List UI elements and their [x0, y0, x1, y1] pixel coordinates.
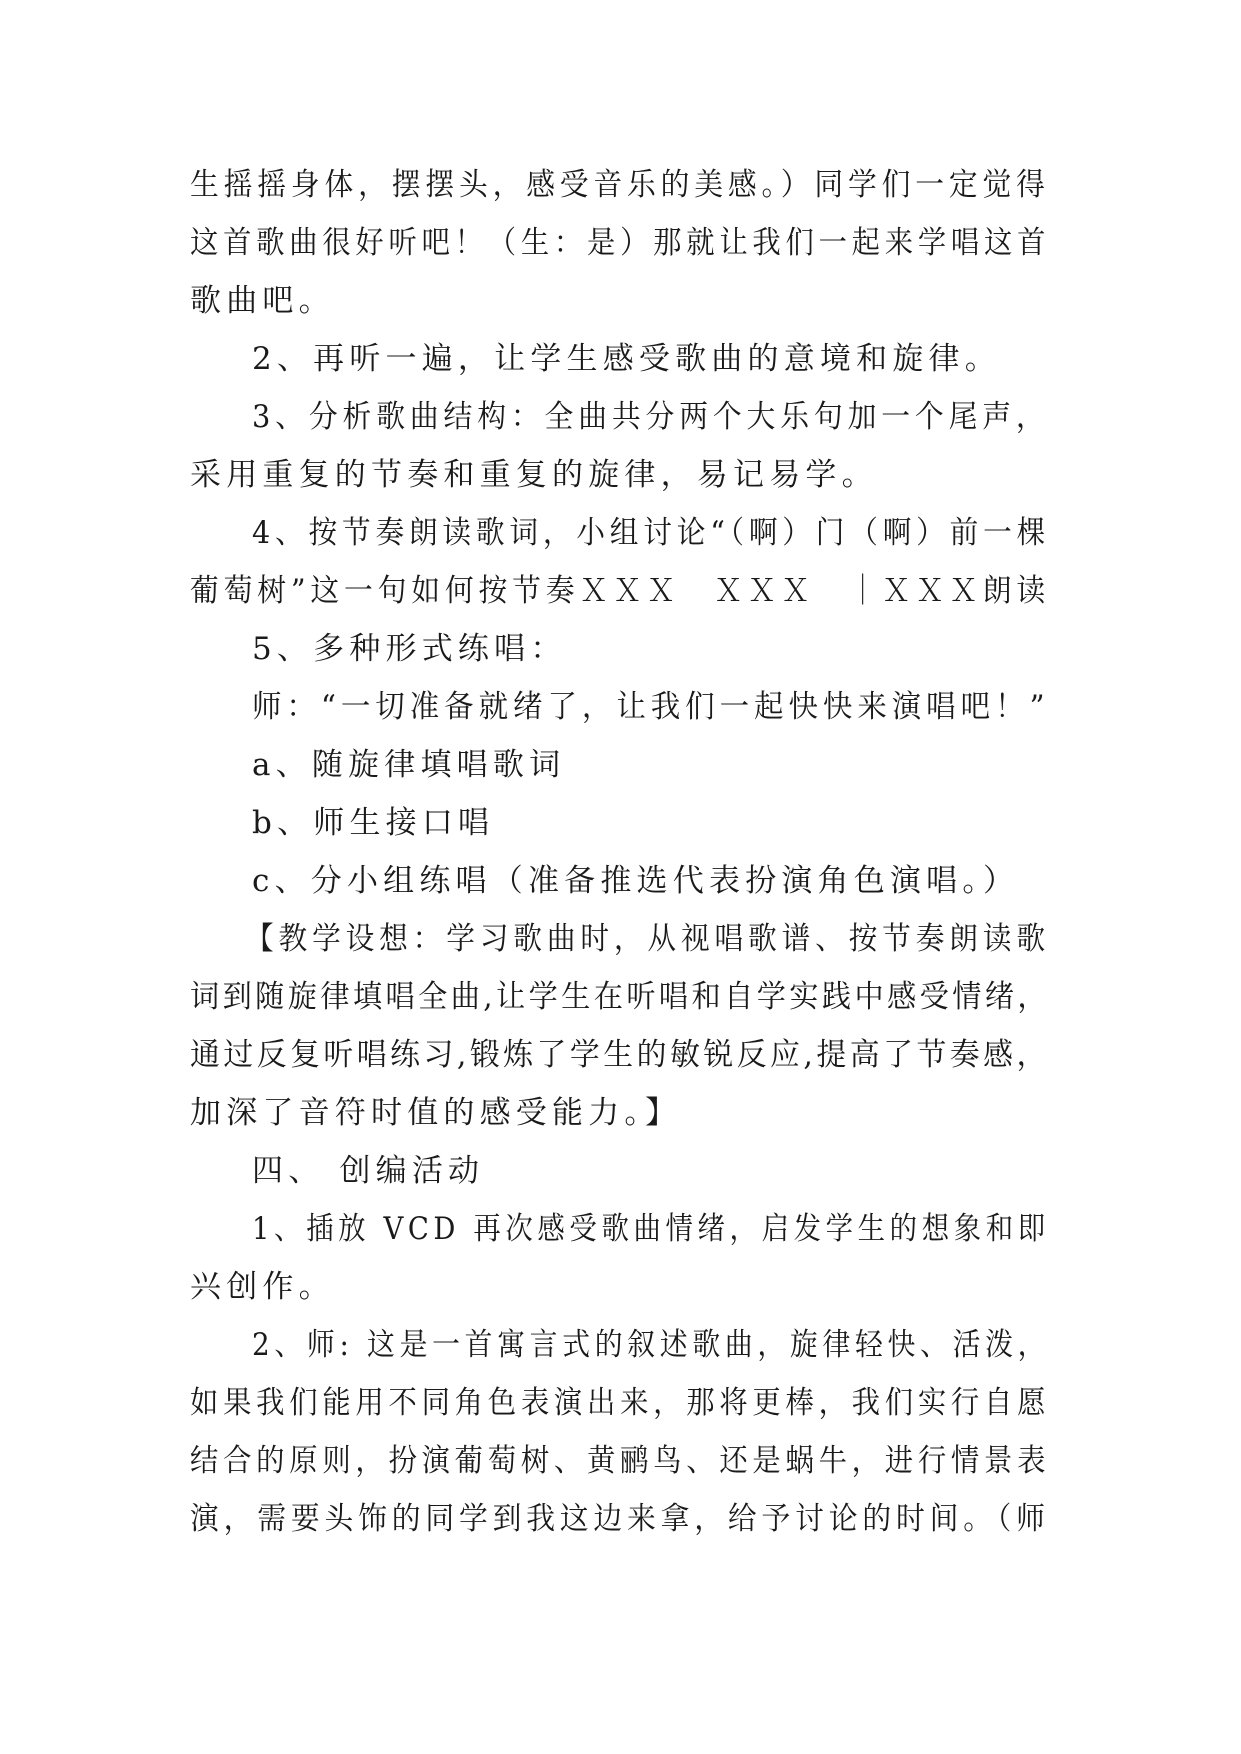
text-line: 结合的原则，扮演葡萄树、黄鹂鸟、还是蜗牛，进行情景表: [190, 1443, 1051, 1479]
text-line: 1、插放 VCD 再次感受歌曲情绪，启发学生的想象和即: [252, 1211, 1050, 1247]
text-line: 葡萄树”这一句如何按节奏ＸＸＸ ＸＸＸ ｜ＸＸＸ朗读: [190, 573, 1051, 609]
text-line: 兴创作。: [190, 1269, 335, 1305]
text-line: 词到随旋律填唱全曲,让学生在听唱和自学实践中感受情绪，: [190, 979, 1051, 1015]
text-line: 5、多种形式练唱：: [252, 631, 567, 667]
text-line: 【教学设想：学习歌曲时，从视唱歌谱、按节奏朗读歌: [245, 921, 1050, 957]
text-line: 加深了音符时值的感受能力。】: [190, 1095, 682, 1131]
text-line: 2、师: 这是一首寓言式的叙述歌曲，旋律轻快、活泼，: [252, 1327, 1051, 1363]
text-line: 这首歌曲很好听吧！（生：是）那就让我们一起来学唱这首: [190, 225, 1051, 261]
text-line: 4、按节奏朗读歌词，小组讨论“（啊）门（啊）前一棵: [252, 515, 1051, 551]
text-line: c、分小组练唱（准备推选代表扮演角色演唱。）: [252, 863, 1020, 899]
text-line: b、师生接口唱: [252, 805, 495, 841]
text-line: a、随旋律填唱歌词: [252, 747, 566, 783]
text-line: 采用重复的节奏和重复的旋律，易记易学。: [190, 457, 878, 493]
text-line: 生摇摇身体，摆摆头，感受音乐的美感。）同学们一定觉得: [190, 167, 1050, 203]
text-line: 如果我们能用不同角色表演出来，那将更棒，我们实行自愿: [190, 1385, 1051, 1421]
text-line: 3、分析歌曲结构：全曲共分两个大乐句加一个尾声，: [252, 399, 1050, 435]
text-line: 通过反复听唱练习,锻炼了学生的敏锐反应,提高了节奏感，: [190, 1037, 1050, 1073]
text-line: 演，需要头饰的同学到我这边来拿，给予讨论的时间。（师: [190, 1501, 1050, 1537]
text-line: 歌曲吧。: [190, 283, 335, 319]
section-heading: 四、 创编活动: [252, 1153, 485, 1189]
text-line: 2、再听一遍，让学生感受歌曲的意境和旋律。: [252, 341, 1001, 377]
text-line: 师：“一切准备就绪了，让我们一起快快来演唱吧！”: [252, 689, 1050, 725]
